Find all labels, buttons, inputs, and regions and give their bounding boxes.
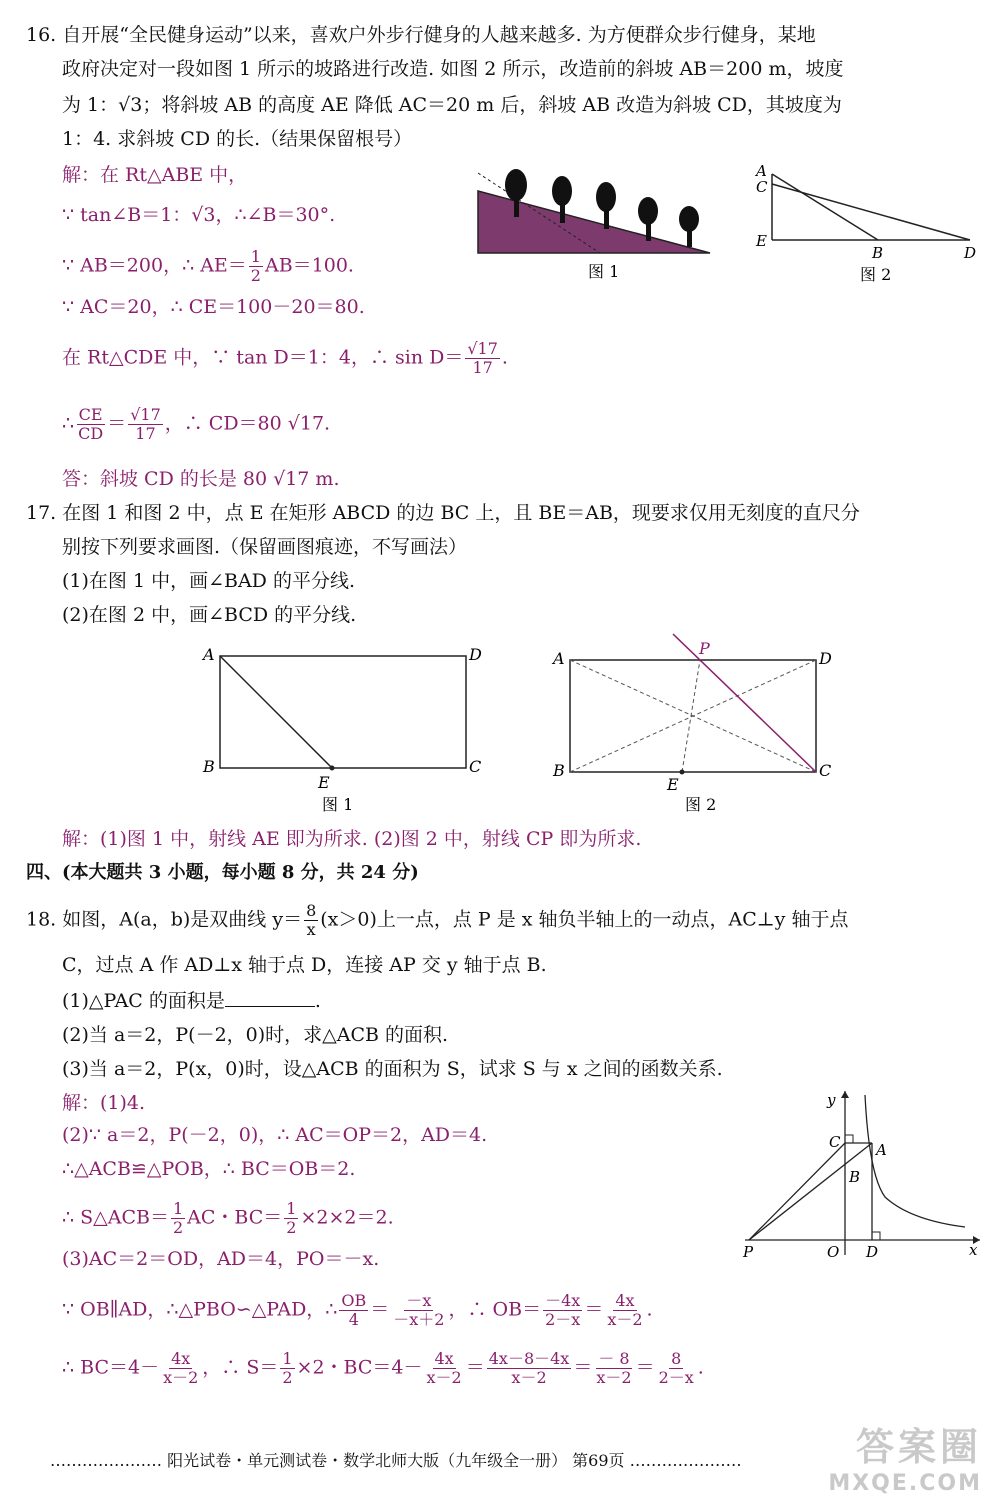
- q18-line-1a: 18. 如图，A(a，b)是双曲线 y＝: [26, 908, 303, 931]
- q18-line-3a: (1)△PAC 的面积是: [62, 990, 225, 1012]
- q18-sol-4: [62, 1200, 394, 1237]
- q18-sol-7a: ∴ BC＝4－: [62, 1356, 160, 1379]
- label-B: B: [203, 757, 215, 776]
- q17-line-1: 17. 在图 1 和图 2 中，点 E 在矩形 ABCD 的边 BC 上，且 BE＝AB，现要求仅用无刻度的直尺分: [26, 502, 860, 524]
- tree-icon: [679, 206, 699, 247]
- q16-sol-4: ∵ AC＝20，∴ CE＝100－20＝80.: [62, 296, 365, 318]
- half-fraction: $\frac{1}{2}$: [286, 1199, 297, 1237]
- label-D: D: [819, 649, 832, 668]
- q16-sol-3b: AB＝100.: [264, 254, 354, 277]
- q16-line-4: 1：4. 求斜坡 CD 的长.（结果保留根号）: [62, 128, 413, 150]
- label-P: P: [743, 1243, 754, 1260]
- label-C: C: [756, 178, 768, 196]
- q18-sol-7c: ×2・BC＝4－: [296, 1356, 423, 1379]
- q16-answer: 答：斜坡 CD 的长是 80 √17 m.: [62, 468, 340, 490]
- label-D: D: [866, 1243, 879, 1260]
- watermark-line-2: MXQE.COM: [828, 1471, 982, 1496]
- sin-fraction: $\frac{√17}{17}$: [467, 339, 498, 377]
- label-C: C: [819, 761, 832, 780]
- q18-sol-6a: ∵ OB∥AD，∴△PBO∽△PAD，∴: [62, 1298, 338, 1321]
- q16-sol-6b: ，∴ CD＝80 √17.: [164, 412, 331, 435]
- q18-line-1: [26, 902, 848, 939]
- answer-blank[interactable]: [225, 988, 315, 1007]
- q16-line-3: 为 1：√3；将斜坡 AB 的高度 AE 降低 AC＝20 m 后，斜坡 AB 改造为斜坡 CD，其坡度为: [62, 94, 842, 116]
- q18-line-3: [62, 988, 321, 1014]
- q17-fig1-caption: 图 1: [322, 795, 354, 814]
- q18-sol-3: ∴△ACB≌△POB，∴ BC＝OB＝2.: [62, 1158, 356, 1180]
- 4x-fraction: $\frac{4x}{x-2}$: [607, 1291, 643, 1329]
- q17-line-4: (2)在图 2 中，画∠BCD 的平分线.: [62, 604, 357, 626]
- watermark-line-1: 答案圈: [855, 1425, 982, 1469]
- half-fraction: $\frac{1}{2}$: [172, 1199, 184, 1237]
- q18-line-5: (3)当 a＝2，P(x，0)时，设△ACB 的面积为 S，试求 S 与 x 之间的函数关系.: [62, 1058, 723, 1080]
- q18-line-4: (2)当 a＝2，P(－2，0)时，求△ACB 的面积.: [62, 1024, 449, 1046]
- 4x-fraction: $\frac{4x}{x-2}$: [426, 1349, 462, 1387]
- label-O: O: [827, 1243, 840, 1260]
- ob-over-4-fraction: $\frac{OB}{4}$: [341, 1291, 367, 1329]
- axis-y-label: y: [827, 1091, 836, 1109]
- watermark: [828, 1416, 982, 1496]
- q17-figure-1: [195, 640, 495, 820]
- q18-line-2: C，过点 A 作 AD⊥x 轴于点 D，连接 AP 交 y 轴于点 B.: [62, 954, 547, 976]
- hyperbola-fraction: $\frac{8}{x}$: [306, 901, 317, 939]
- q18-sol-7: ∴ BC＝4－ $\frac{4x}{x-2}$ ，∴ S＝ $\frac{1}{2}$ ×2・BC＝4－ $\frac{4x}{x-2}$ ＝ $\frac{4x-8-4x}{x-2}$ ＝ $\frac{- 8}{x-2}$ ＝ $\frac{8}{2-x}$ .: [62, 1349, 704, 1387]
- q16-sol-3: [62, 248, 354, 285]
- tree-icon: [596, 182, 616, 229]
- q17-figure-2: [545, 630, 845, 820]
- q17-line-2: 别按下列要求画图.（保留画图痕迹，不写画法）: [62, 536, 468, 558]
- neg-8-fraction: $\frac{- 8}{x-2}$: [596, 1349, 632, 1387]
- q18-sol-4b: AC・BC＝: [187, 1206, 283, 1229]
- label-A: A: [203, 645, 215, 664]
- q17-solution: 解：(1)图 1 中，射线 AE 即为所求. (2)图 2 中，射线 CP 即为所求.: [62, 828, 642, 850]
- big-fraction: $\frac{4x-8-4x}{x-2}$: [488, 1349, 570, 1387]
- ratio-fraction-left: $\frac{CE}{CD}$: [78, 405, 104, 443]
- q18-line-1b: (x＞0)上一点，点 P 是 x 轴负半轴上的一动点，AC⊥y 轴于点: [320, 908, 849, 931]
- label-B: B: [553, 761, 565, 780]
- q17-line-3: (1)在图 1 中，画∠BAD 的平分线.: [62, 570, 355, 592]
- half-fraction: $\frac{1}{2}$: [282, 1349, 293, 1387]
- axis-x-label: x: [969, 1241, 978, 1259]
- label-D: D: [964, 244, 977, 262]
- 8-fraction: $\frac{8}{2-x}$: [658, 1349, 694, 1387]
- label-A: A: [876, 1141, 887, 1159]
- q16-sol-5a: 在 Rt△CDE 中，∵ tan D＝1：4，∴ sin D＝: [62, 346, 464, 369]
- q16-sol-6a: ∴: [62, 412, 75, 435]
- section-header: 四、(本大题共 3 小题，每小题 8 分，共 24 分): [26, 862, 419, 883]
- q16-figure-1: [470, 155, 720, 285]
- q16-line-2: 政府决定对一段如图 1 所示的坡路进行改造. 如图 2 所示，改造前的斜坡 AB＝200 m，坡度: [62, 58, 844, 80]
- q18-sol-6: ∵ OB∥AD，∴△PBO∽△PAD，∴ $\frac{OB}{4}$ ＝ $\frac{-x}{-x+2}$ ，∴ OB＝ $\frac{-4x}{2-x}$ ＝ $\frac{4x}{x-2}$ .: [62, 1291, 653, 1329]
- q16-line-1: 16. 自开展“全民健身运动”以来，喜欢户外步行健身的人越来越多. 为方便群众步行健身，某地: [26, 24, 816, 46]
- footer: ………………… 阳光试卷・单元测试卷・数学北师大版（九年级全一册） 第69页 …………………: [50, 1451, 742, 1470]
- neg-x-fraction: $\frac{-x}{-x+2}$: [393, 1291, 445, 1329]
- label-A: A: [756, 162, 767, 180]
- label-E: E: [756, 232, 767, 250]
- label-B: B: [849, 1168, 861, 1186]
- ratio-fraction-right: $\frac{√17}{17}$: [130, 405, 161, 443]
- q16-figure-2: [750, 160, 990, 290]
- q16-sol-3a: ∵ AB＝200，∴ AE＝: [62, 254, 247, 277]
- q16-fig2-caption: 图 2: [860, 265, 892, 284]
- q18-graph: [735, 1085, 990, 1260]
- q16-sol-6: ∴ $\frac{CE}{CD}$ ＝ $\frac{√17}{17}$ ，∴ CD＝80 √17.: [62, 405, 331, 443]
- label-P: P: [699, 639, 710, 658]
- q16-sol-2: ∵ tan∠B＝1：√3，∴∠B＝30°.: [62, 204, 336, 226]
- label-E: E: [318, 773, 330, 792]
- label-C: C: [469, 757, 482, 776]
- q16-sol-1: 解：在 Rt△ABE 中，: [62, 164, 248, 186]
- q16-sol-5: 在 Rt△CDE 中，∵ tan D＝1：4，∴ sin D＝ $\frac{√17}{17}$ .: [62, 339, 508, 377]
- q18-sol-6b: ，∴ OB＝: [448, 1298, 542, 1321]
- label-A: A: [553, 649, 565, 668]
- q18-sol-5: (3)AC＝2＝OD，AD＝4，PO＝－x.: [62, 1248, 380, 1270]
- half-fraction: $\frac{1}{2}$: [250, 247, 261, 285]
- q18-sol-7b: ，∴ S＝: [202, 1356, 279, 1379]
- label-B: B: [872, 244, 884, 262]
- label-D: D: [469, 645, 482, 664]
- q18-sol-1: 解：(1)4.: [62, 1092, 146, 1114]
- q16-fig1-caption: 图 1: [588, 262, 620, 281]
- q17-fig2-caption: 图 2: [685, 795, 717, 814]
- label-C: C: [829, 1133, 841, 1151]
- 4x-fraction: $\frac{4x}{x-2}$: [163, 1349, 199, 1387]
- q18-sol-2: (2)∵ a＝2，P(－2，0)，∴ AC＝OP＝2，AD＝4.: [62, 1124, 488, 1146]
- q18-sol-4a: ∴ S△ACB＝: [62, 1206, 169, 1229]
- q18-line-3-end: .: [314, 990, 321, 1012]
- q18-sol-4c: ×2×2＝2.: [300, 1206, 394, 1229]
- neg-4x-fraction: $\frac{-4x}{2-x}$: [545, 1291, 581, 1329]
- label-E: E: [667, 775, 679, 794]
